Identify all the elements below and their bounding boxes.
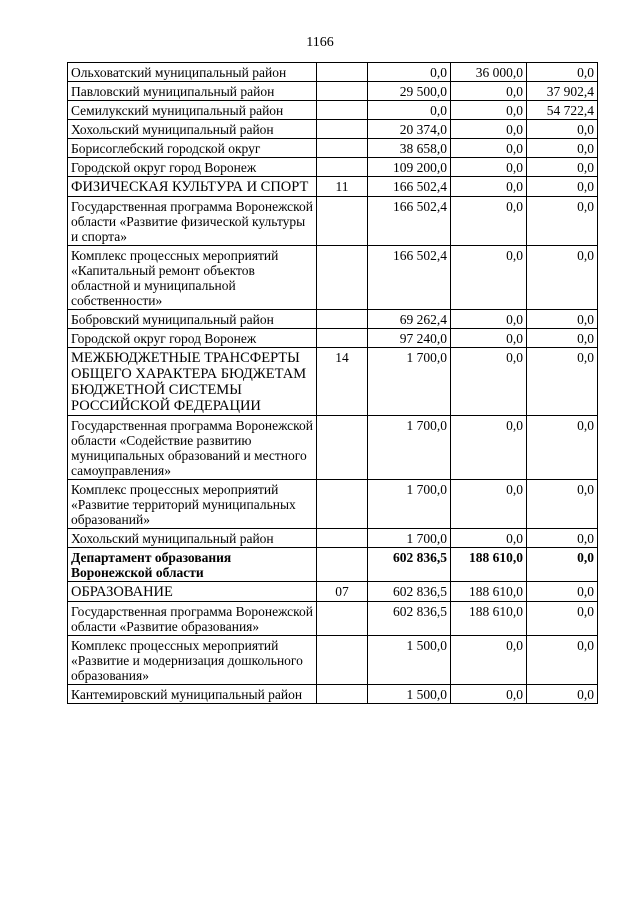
row-value-3-cell: 0,0 — [527, 246, 598, 310]
row-code-cell — [317, 636, 368, 685]
table-row — [68, 329, 598, 348]
row-name-cell: Семилукский муниципальный район — [68, 101, 317, 120]
row-value-1-cell: 166 502,4 — [368, 177, 451, 197]
row-value-3-cell: 0,0 — [527, 529, 598, 548]
row-value-2-cell: 0,0 — [451, 310, 527, 329]
row-value-1-cell: 29 500,0 — [368, 82, 451, 101]
row-value-2-cell: 0,0 — [451, 158, 527, 177]
row-value-1-cell: 166 502,4 — [368, 197, 451, 246]
row-code-cell — [317, 602, 368, 636]
row-code-cell — [317, 158, 368, 177]
row-value-3-cell: 0,0 — [527, 329, 598, 348]
row-value-1-cell: 109 200,0 — [368, 158, 451, 177]
table-row — [68, 685, 598, 704]
row-value-3-cell: 0,0 — [527, 120, 598, 139]
table-row — [68, 602, 598, 636]
row-value-3-cell: 37 902,4 — [527, 82, 598, 101]
row-name-cell: Борисоглебский городской округ — [68, 139, 317, 158]
row-value-2-cell: 0,0 — [451, 480, 527, 529]
row-code-cell — [317, 310, 368, 329]
table-row — [68, 582, 598, 602]
row-name-cell: ФИЗИЧЕСКАЯ КУЛЬТУРА И СПОРТ — [68, 177, 317, 197]
row-code-cell — [317, 548, 368, 582]
row-name-cell: Городской округ город Воронеж — [68, 158, 317, 177]
row-value-1-cell: 602 836,5 — [368, 582, 451, 602]
row-value-2-cell: 188 610,0 — [451, 548, 527, 582]
row-value-3-cell: 0,0 — [527, 548, 598, 582]
row-code-cell: 11 — [317, 177, 368, 197]
table-row — [68, 177, 598, 197]
row-name-cell: Департамент образования Воронежской области — [68, 548, 317, 582]
row-value-1-cell: 69 262,4 — [368, 310, 451, 329]
row-value-2-cell: 188 610,0 — [451, 602, 527, 636]
row-name-cell: Хохольский муниципальный район — [68, 529, 317, 548]
table-row — [68, 529, 598, 548]
row-value-1-cell: 602 836,5 — [368, 548, 451, 582]
row-name-cell: Государственная программа Воронежской области «Содействие развитию муниципальных образований и местного самоуправления» — [68, 416, 317, 480]
row-value-2-cell: 0,0 — [451, 246, 527, 310]
row-name-cell: Павловский муниципальный район — [68, 82, 317, 101]
row-value-3-cell: 0,0 — [527, 197, 598, 246]
row-value-2-cell: 0,0 — [451, 120, 527, 139]
row-value-2-cell: 0,0 — [451, 636, 527, 685]
row-name-cell: Хохольский муниципальный район — [68, 120, 317, 139]
row-value-3-cell: 0,0 — [527, 310, 598, 329]
table-row — [68, 82, 598, 101]
row-value-3-cell: 0,0 — [527, 348, 598, 416]
row-value-1-cell: 1 500,0 — [368, 685, 451, 704]
row-value-2-cell: 0,0 — [451, 348, 527, 416]
row-code-cell — [317, 529, 368, 548]
row-value-1-cell: 602 836,5 — [368, 602, 451, 636]
row-value-3-cell: 0,0 — [527, 480, 598, 529]
row-value-1-cell: 97 240,0 — [368, 329, 451, 348]
row-code-cell: 07 — [317, 582, 368, 602]
row-value-3-cell: 0,0 — [527, 177, 598, 197]
row-name-cell: Ольховатский муниципальный район — [68, 63, 317, 82]
row-code-cell — [317, 120, 368, 139]
row-value-3-cell: 0,0 — [527, 636, 598, 685]
row-value-1-cell: 166 502,4 — [368, 246, 451, 310]
row-name-cell: Кантемировский муниципальный район — [68, 685, 317, 704]
row-name-cell: Государственная программа Воронежской области «Развитие физической культуры и спорта» — [68, 197, 317, 246]
table-row — [68, 310, 598, 329]
row-code-cell — [317, 246, 368, 310]
row-value-1-cell: 1 700,0 — [368, 480, 451, 529]
row-value-2-cell: 0,0 — [451, 329, 527, 348]
table-row — [68, 197, 598, 246]
row-value-3-cell: 0,0 — [527, 582, 598, 602]
row-value-1-cell: 20 374,0 — [368, 120, 451, 139]
table-row — [68, 101, 598, 120]
row-code-cell — [317, 329, 368, 348]
row-value-3-cell: 0,0 — [527, 63, 598, 82]
row-value-1-cell: 0,0 — [368, 101, 451, 120]
row-value-2-cell: 0,0 — [451, 685, 527, 704]
row-value-3-cell: 0,0 — [527, 139, 598, 158]
row-code-cell — [317, 416, 368, 480]
row-value-2-cell: 188 610,0 — [451, 582, 527, 602]
row-value-2-cell: 0,0 — [451, 197, 527, 246]
row-value-3-cell: 0,0 — [527, 685, 598, 704]
row-value-3-cell: 0,0 — [527, 158, 598, 177]
row-code-cell — [317, 685, 368, 704]
row-code-cell — [317, 101, 368, 120]
row-name-cell: ОБРАЗОВАНИЕ — [68, 582, 317, 602]
table-row — [68, 63, 598, 82]
row-value-3-cell: 0,0 — [527, 602, 598, 636]
row-code-cell — [317, 197, 368, 246]
table-row — [68, 139, 598, 158]
row-value-1-cell: 1 700,0 — [368, 348, 451, 416]
row-value-2-cell: 0,0 — [451, 177, 527, 197]
budget-table — [67, 62, 598, 704]
table-row — [68, 120, 598, 139]
table-row — [68, 636, 598, 685]
row-code-cell — [317, 82, 368, 101]
table-row — [68, 246, 598, 310]
row-name-cell: Государственная программа Воронежской области «Развитие образования» — [68, 602, 317, 636]
row-value-1-cell: 38 658,0 — [368, 139, 451, 158]
row-value-3-cell: 0,0 — [527, 416, 598, 480]
row-value-3-cell: 54 722,4 — [527, 101, 598, 120]
row-code-cell — [317, 480, 368, 529]
row-value-2-cell: 0,0 — [451, 529, 527, 548]
row-name-cell: Комплекс процессных мероприятий «Капитальный ремонт объектов областной и муниципальной собственности» — [68, 246, 317, 310]
table-row — [68, 548, 598, 582]
row-code-cell — [317, 63, 368, 82]
row-value-1-cell: 1 700,0 — [368, 529, 451, 548]
row-value-1-cell: 1 500,0 — [368, 636, 451, 685]
row-value-1-cell: 0,0 — [368, 63, 451, 82]
row-value-1-cell: 1 700,0 — [368, 416, 451, 480]
row-value-2-cell: 0,0 — [451, 82, 527, 101]
row-name-cell: МЕЖБЮДЖЕТНЫЕ ТРАНСФЕРТЫ ОБЩЕГО ХАРАКТЕРА БЮДЖЕТАМ БЮДЖЕТНОЙ СИСТЕМЫ РОССИЙСКОЙ ФЕДЕРАЦИИ — [68, 348, 317, 416]
page-number: 1166 — [306, 35, 334, 50]
row-value-2-cell: 0,0 — [451, 139, 527, 158]
row-name-cell: Бобровский муниципальный район — [68, 310, 317, 329]
budget-table-body — [68, 63, 598, 704]
row-name-cell: Городской округ город Воронеж — [68, 329, 317, 348]
row-code-cell — [317, 139, 368, 158]
table-row — [68, 348, 598, 416]
row-name-cell: Комплекс процессных мероприятий «Развитие и модернизация дошкольного образования» — [68, 636, 317, 685]
row-code-cell: 14 — [317, 348, 368, 416]
row-value-2-cell: 0,0 — [451, 416, 527, 480]
table-row — [68, 416, 598, 480]
table-row — [68, 480, 598, 529]
row-value-2-cell: 0,0 — [451, 101, 527, 120]
row-name-cell: Комплекс процессных мероприятий «Развитие территорий муниципальных образований» — [68, 480, 317, 529]
row-value-2-cell: 36 000,0 — [451, 63, 527, 82]
table-row — [68, 158, 598, 177]
